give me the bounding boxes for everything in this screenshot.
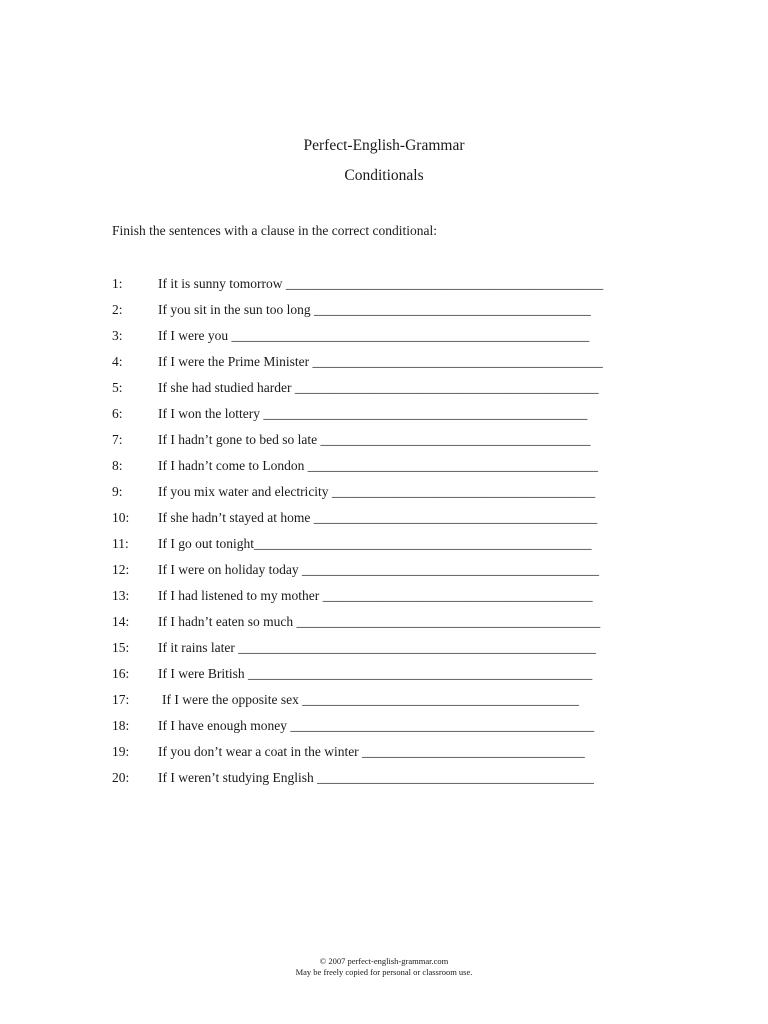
question-item [112,508,672,534]
question-number: 3: [112,328,123,343]
question-text: If I were on holiday today ____________________________________________ [158,562,599,577]
question-text: If I were the Prime Minister ___________________________________________ [158,354,603,369]
usage-note: May be freely copied for personal or classroom use. [295,967,473,977]
question-number: 20: [112,770,130,785]
question-text: If I had listened to my mother ________________________________________ [158,588,593,603]
question-number: 14: [112,614,130,629]
question-text: If you mix water and electricity _______________________________________ [158,484,596,499]
question-number: 2: [112,302,123,317]
footer [0,956,768,978]
question-number: 12: [112,562,130,577]
question-item [112,768,672,794]
worksheet-title: Conditionals [344,167,424,184]
question-text: If I hadn’t gone to bed so late ________________________________________ [158,432,591,447]
question-text: If I hadn’t eaten so much _____________________________________________ [158,614,601,629]
question-number: 10: [112,510,130,525]
question-number: 11: [112,536,129,551]
question-item [112,378,672,404]
question-item [112,742,672,768]
question-text: If I go out tonight__________________________________________________ [158,536,592,551]
question-text: If it is sunny tomorrow _______________________________________________ [158,276,604,291]
question-text: If she had studied harder _____________________________________________ [158,380,599,395]
question-number: 4: [112,354,123,369]
question-item [112,482,672,508]
question-list [112,274,672,794]
instructions: Finish the sentences with a clause in the correct conditional: [112,223,438,238]
question-item [112,456,672,482]
question-item [112,612,672,638]
question-number: 8: [112,458,123,473]
question-number: 1: [112,276,123,291]
question-text: If I were the opposite sex _________________________________________ [162,692,579,707]
question-text: If I have enough money _____________________________________________ [158,718,595,733]
question-number: 9: [112,484,123,499]
question-item [112,430,672,456]
copyright-line: © 2007 perfect-english-grammar.com [319,956,449,966]
question-number: 17: [112,692,130,707]
question-item [112,560,672,586]
question-item [112,586,672,612]
question-number: 18: [112,718,130,733]
question-text: If I weren’t studying English _________________________________________ [158,770,594,785]
question-text: If you don’t wear a coat in the winter _________________________________ [158,744,585,759]
question-text: If I won the lottery ________________________________________________ [158,406,588,421]
question-item [112,404,672,430]
question-text: If you sit in the sun too long _________________________________________ [158,302,591,317]
question-item [112,300,672,326]
question-number: 7: [112,432,123,447]
question-item [112,274,672,300]
question-number: 5: [112,380,123,395]
question-number: 19: [112,744,130,759]
question-text: If I hadn’t come to London ___________________________________________ [158,458,598,473]
question-text: If I were you _____________________________________________________ [158,328,590,343]
question-item [112,326,672,352]
site-title: Perfect-English-Grammar [303,137,465,154]
question-item [112,534,672,560]
question-item [112,638,672,664]
question-text: If she hadn’t stayed at home __________________________________________ [158,510,598,525]
question-number: 6: [112,406,123,421]
question-number: 15: [112,640,130,655]
question-item [112,352,672,378]
question-number: 13: [112,588,130,603]
question-number: 16: [112,666,130,681]
question-item [112,716,672,742]
question-item [112,690,672,716]
question-text: If I were British ___________________________________________________ [158,666,593,681]
question-text: If it rains later _____________________________________________________ [158,640,596,655]
question-item [112,664,672,690]
